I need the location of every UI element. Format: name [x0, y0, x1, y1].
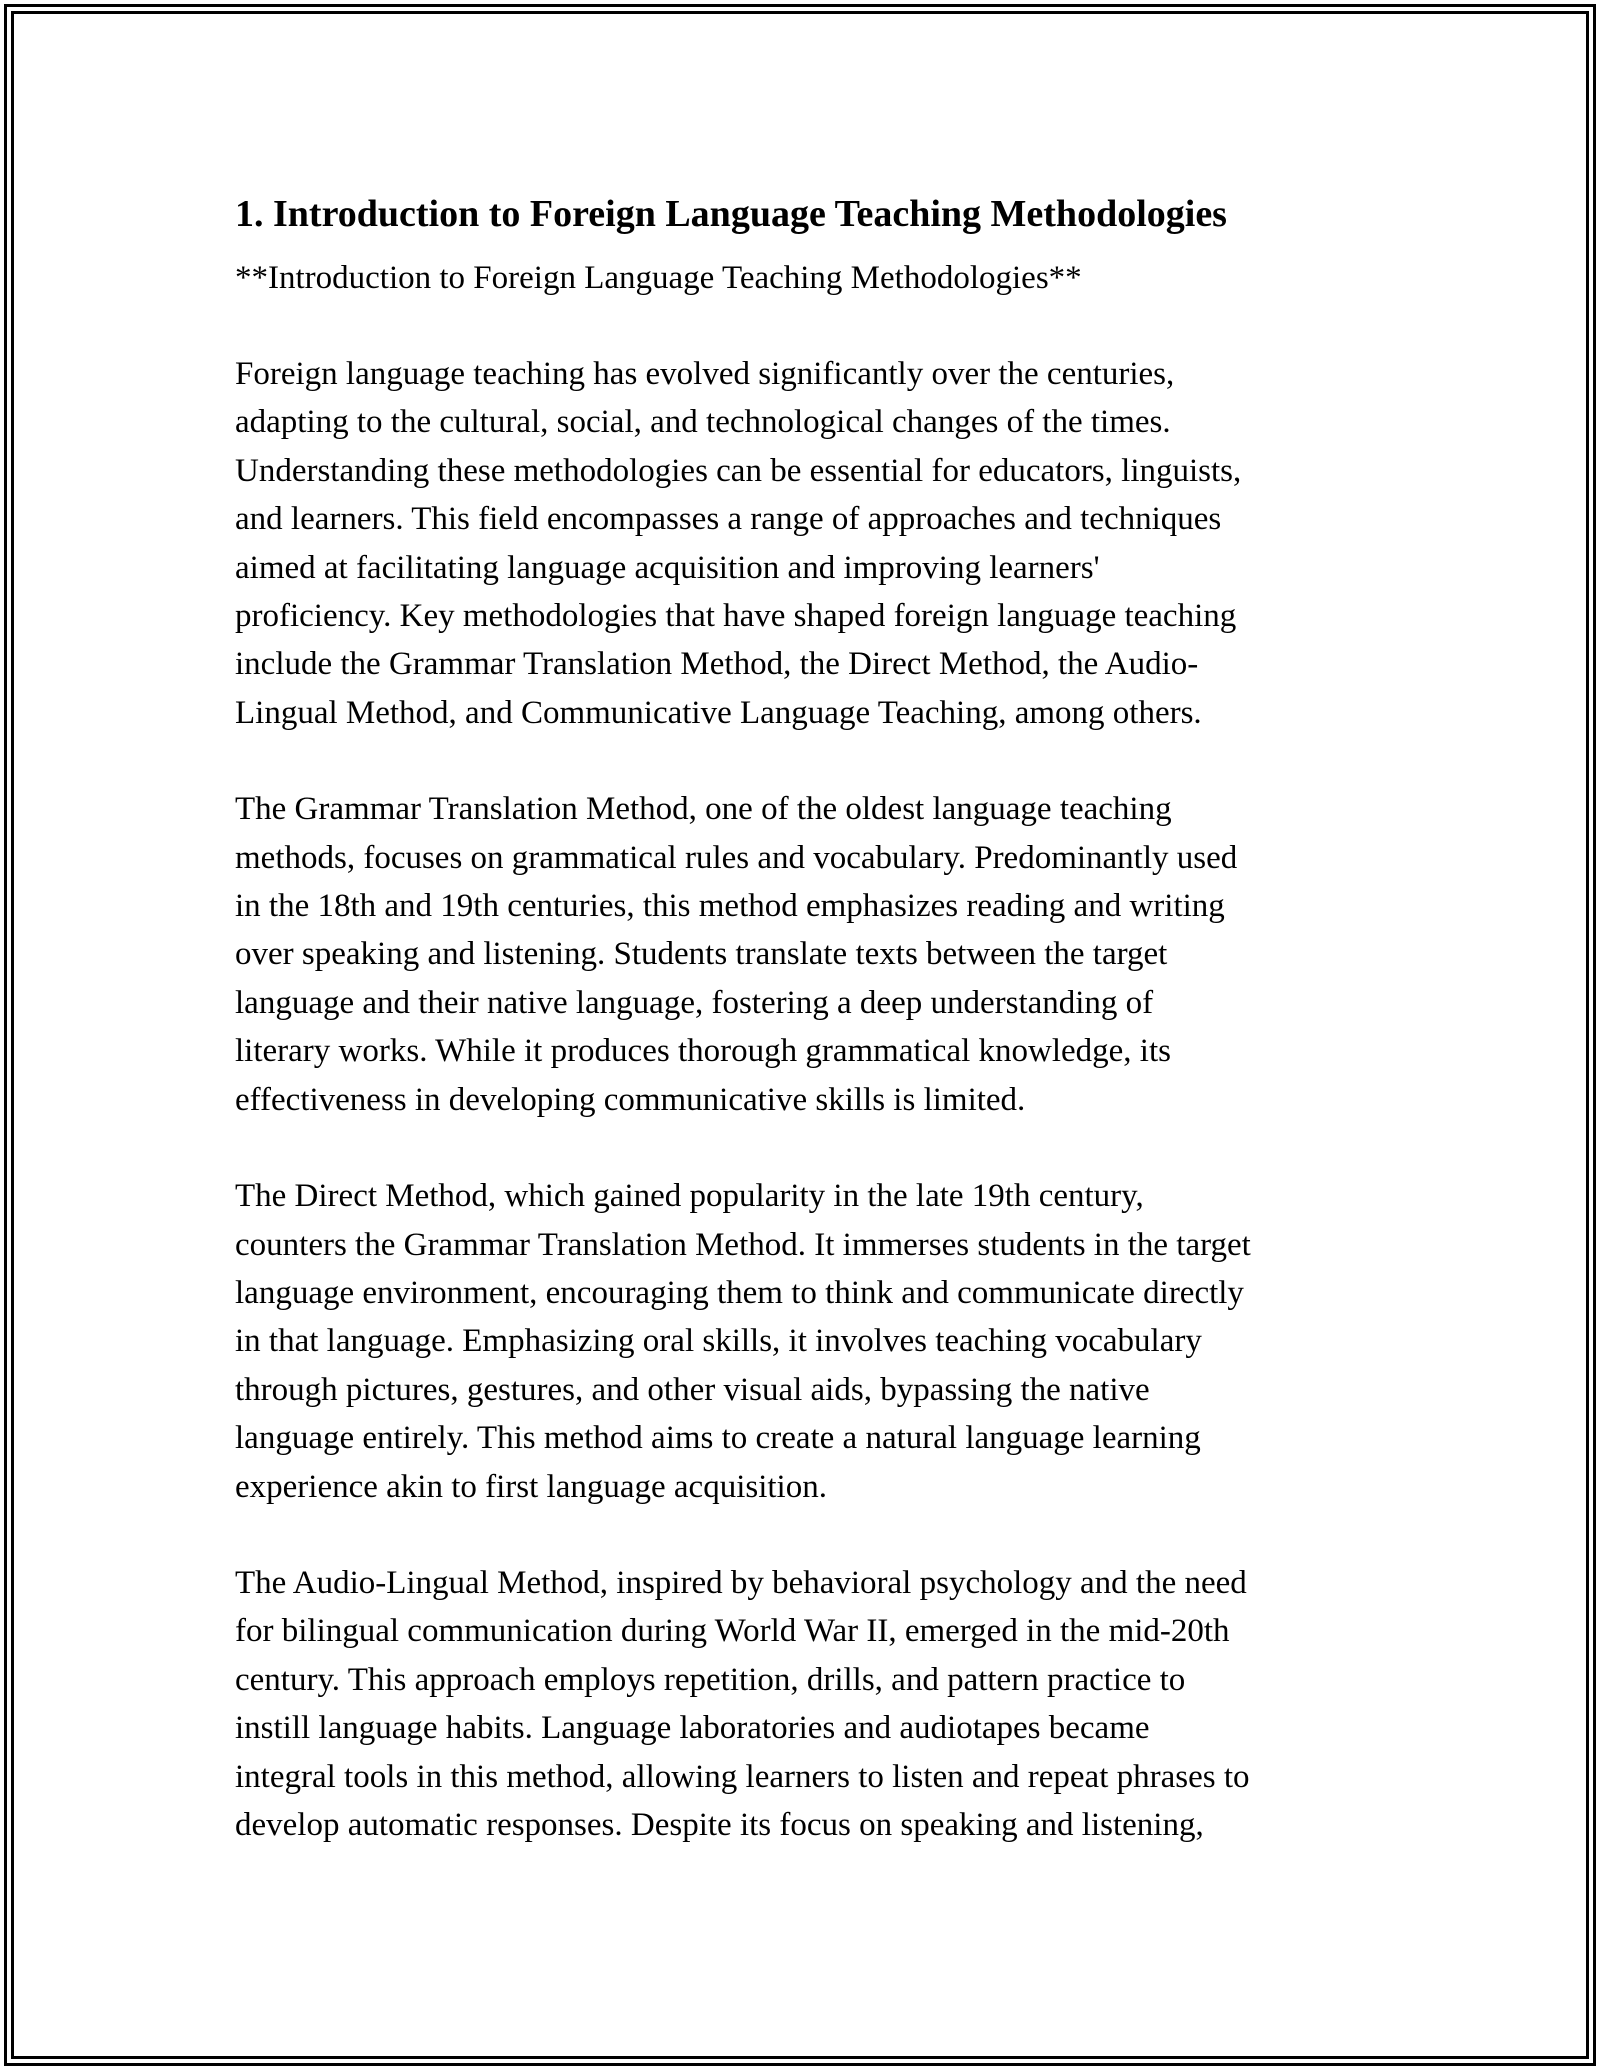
text-line: Lingual Method, and Communicative Language Teaching, among others. [235, 694, 1202, 731]
text-line: adapting to the cultural, social, and technological changes of the times. [235, 404, 1171, 441]
text-line: language entirely. This method aims to create a natural language learning [235, 1420, 1201, 1457]
text-line: proficiency. Key methodologies that have shaped foreign language teaching [235, 598, 1237, 635]
text-line: in the 18th and 19th centuries, this method emphasizes reading and writing [235, 888, 1225, 925]
text-line: counters the Grammar Translation Method. It immerses students in the target [235, 1226, 1251, 1263]
text-line: language and their native language, fostering a deep understanding of [235, 984, 1154, 1021]
text-line: Understanding these methodologies can be essential for educators, linguists, [235, 452, 1242, 489]
section-heading: 1. Introduction to Foreign Language Teaching Methodologies [235, 193, 1227, 235]
text-line: include the Grammar Translation Method, the Direct Method, the Audio- [235, 646, 1199, 683]
document-body [235, 186, 1375, 1897]
text-line: methods, focuses on grammatical rules and vocabulary. Predominantly used [235, 839, 1238, 876]
text-line: The Grammar Translation Method, one of the oldest language teaching [235, 791, 1172, 828]
text-line: develop automatic responses. Despite its focus on speaking and listening, [235, 1806, 1204, 1843]
text-line: The Direct Method, which gained popularity in the late 19th century, [235, 1178, 1144, 1215]
text-line: instill language habits. Language laboratories and audiotapes became [235, 1710, 1150, 1747]
text-line: The Audio-Lingual Method, inspired by behavioral psychology and the need [235, 1564, 1247, 1601]
text-line: aimed at facilitating language acquisition and improving learners' [235, 549, 1100, 586]
paragraph-direct-method [235, 1172, 1375, 1511]
paragraph-grammar-translation [235, 785, 1375, 1124]
text-line: century. This approach employs repetition, drills, and pattern practice to [235, 1661, 1186, 1698]
text-line: Foreign language teaching has evolved significantly over the centuries, [235, 356, 1175, 392]
text-line: and learners. This field encompasses a range of approaches and techniques [235, 501, 1222, 538]
paragraph-intro [235, 350, 1375, 737]
text-line: experience akin to first language acquisition. [235, 1468, 827, 1505]
text-line: literary works. While it produces thorough grammatical knowledge, its [235, 1033, 1171, 1070]
text-line: integral tools in this method, allowing learners to listen and repeat phrases to [235, 1758, 1250, 1795]
paragraph-audio-lingual [235, 1559, 1375, 1849]
text-line: in that language. Emphasizing oral skills, it involves teaching vocabulary [235, 1323, 1202, 1360]
section-subheading: **Introduction to Foreign Language Teaching Methodologies** [235, 260, 1082, 296]
text-line: effectiveness in developing communicative skills is limited. [235, 1081, 1026, 1118]
text-line: over speaking and listening. Students translate texts between the target [235, 936, 1168, 973]
text-line: for bilingual communication during World War II, emerged in the mid-20th [235, 1613, 1230, 1650]
text-line: through pictures, gestures, and other visual aids, bypassing the native [235, 1371, 1150, 1408]
text-line: language environment, encouraging them to think and communicate directly [235, 1274, 1244, 1311]
